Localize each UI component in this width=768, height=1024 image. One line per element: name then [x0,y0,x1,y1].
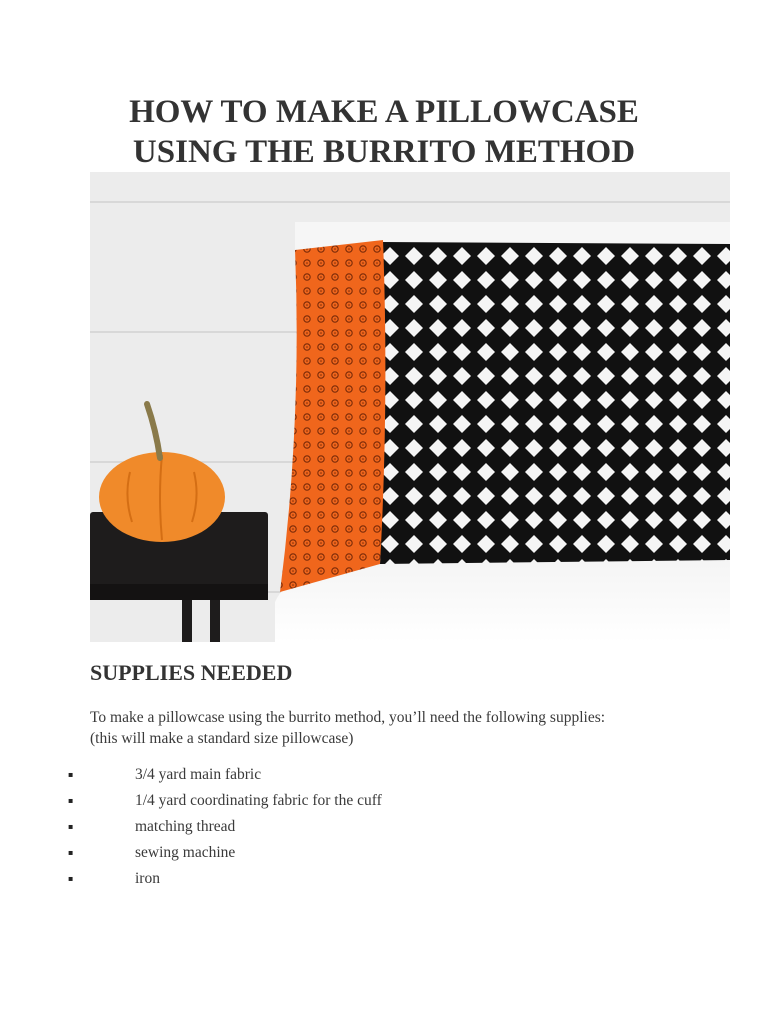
list-item [0,866,768,892]
pillowcase-photo [90,172,730,642]
supply-item-text: iron [135,870,160,887]
list-item [0,814,768,840]
supply-item-text: sewing machine [135,844,236,861]
bullet-icon: ▪ [68,796,74,805]
bullet-icon: ▪ [68,822,74,831]
intro-paragraph [90,707,710,749]
section-heading: SUPPLIES NEEDED [90,660,293,685]
supply-item-text: matching thread [135,818,236,835]
title-line-1: HOW TO MAKE A PILLOWCASE [129,94,639,130]
bullet-icon: ▪ [68,848,74,857]
bullet-icon: ▪ [68,770,74,779]
supply-item-text: 1/4 yard coordinating fabric for the cuff [135,792,382,809]
title-line-2: USING THE BURRITO METHOD [132,134,636,170]
supply-item-text: 3/4 yard main fabric [135,766,262,783]
supplies-list [0,762,768,892]
intro-line-1: To make a pillowcase using the burrito method, you’ll need the following supplies: [90,709,606,726]
list-item [0,788,768,814]
list-item [0,840,768,866]
page-title [0,92,768,172]
bullet-icon: ▪ [68,874,74,883]
intro-line-2: (this will make a standard size pillowcase) [90,730,354,747]
list-item [0,762,768,788]
